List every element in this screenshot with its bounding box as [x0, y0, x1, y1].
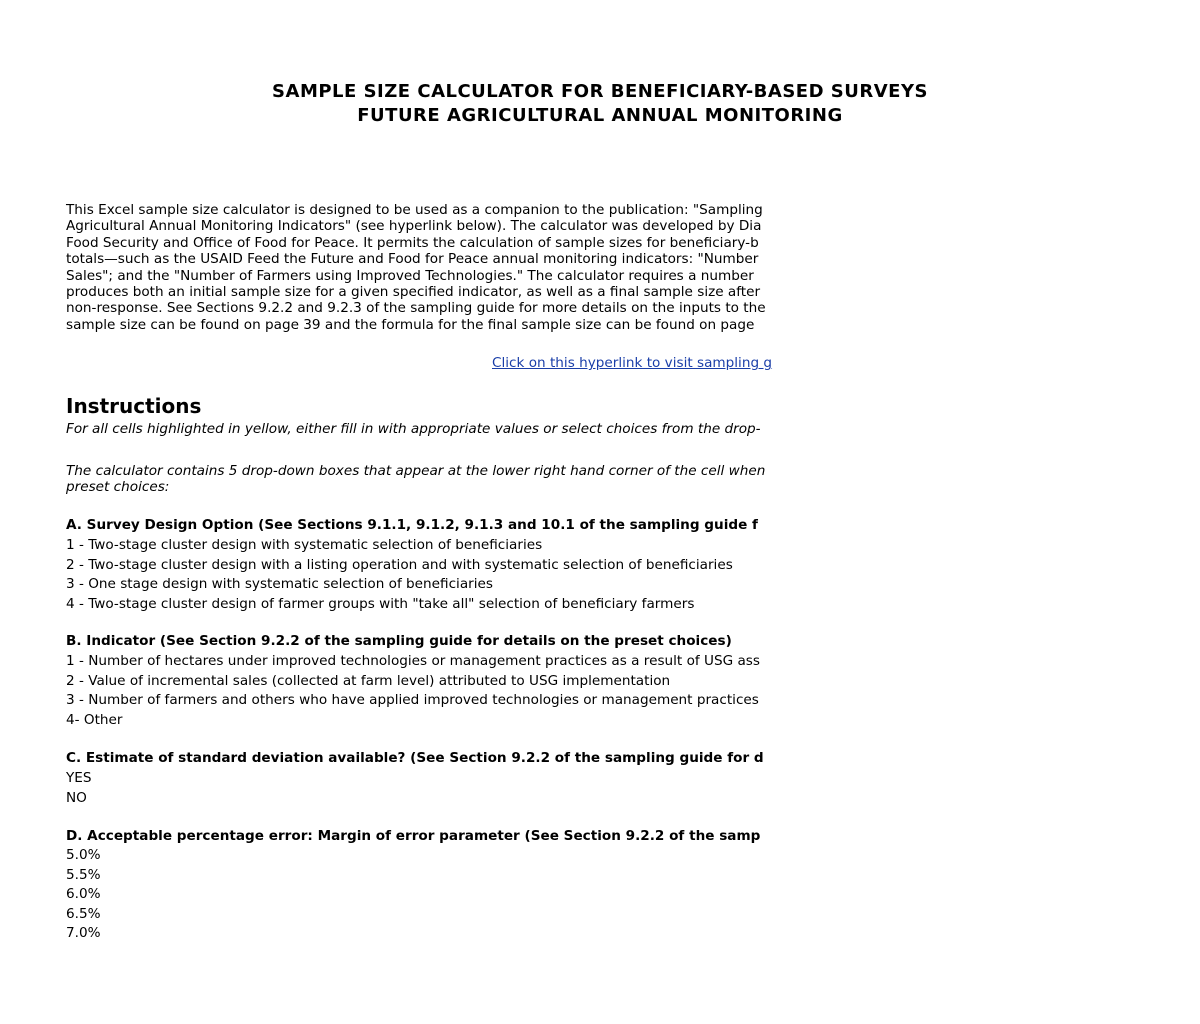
section-a-title: A. Survey Design Option (See Sections 9.1.1, 9.1.2, 9.1.3 and 10.1 of the sampling guide f — [66, 517, 758, 533]
instructions-heading: Instructions — [66, 394, 202, 418]
section-b-title: B. Indicator (See Section 9.2.2 of the sampling guide for details on the preset choices) — [66, 633, 732, 649]
list-item: 6.5% — [66, 905, 101, 922]
intro-line: totals—such as the USAID Feed the Future and Food for Peace annual monitoring indicators: "Number — [66, 251, 759, 268]
list-item: 6.0% — [66, 886, 101, 902]
section-c-options — [66, 769, 92, 808]
intro-line: sample size can be found on page 39 and the formula for the final sample size can be found on page — [66, 316, 755, 333]
list-item: 3 - One stage design with systematic selection of beneficiaries — [66, 576, 493, 592]
intro-paragraph — [66, 202, 826, 333]
intro-line: Sales"; and the "Number of Farmers using Improved Technologies." The calculator requires a number — [66, 267, 754, 284]
section-c-title: C. Estimate of standard deviation available? (See Section 9.2.2 of the sampling guide for d — [66, 750, 764, 766]
list-item: 4 - Two-stage cluster design of farmer groups with "take all" selection of beneficiary farmers — [66, 595, 695, 612]
sampling-guide-hyperlink[interactable]: Click on this hyperlink to visit sampling g — [492, 355, 773, 371]
list-item: 5.0% — [66, 847, 101, 863]
list-item: 1 - Two-stage cluster design with systematic selection of beneficiaries — [66, 537, 543, 553]
section-d-title: D. Acceptable percentage error: Margin of error parameter (See Section 9.2.2 of the samp — [66, 828, 761, 844]
list-item: NO — [66, 789, 87, 806]
list-item: 2 - Value of incremental sales (collected at farm level) attributed to USG implementation — [66, 672, 671, 689]
title-line-1: SAMPLE SIZE CALCULATOR FOR BENEFICIARY-BASED SURVEYS — [272, 81, 928, 102]
list-item: 2 - Two-stage cluster design with a listing operation and with systematic selection of beneficiaries — [66, 556, 733, 573]
list-item: 3 - Number of farmers and others who have applied improved technologies or management practices — [66, 692, 759, 708]
page-title — [0, 80, 1200, 128]
list-item: YES — [66, 770, 92, 786]
instructions-note-dropdowns: The calculator contains 5 drop-down boxes that appear at the lower right hand corner of the cell when preset choices: — [66, 463, 766, 496]
list-item: 1 - Number of hectares under improved technologies or management practices as a result of USG ass — [66, 653, 760, 669]
section-b-options — [66, 652, 760, 730]
list-item: 7.0% — [66, 925, 101, 941]
section-d-options — [66, 846, 101, 944]
intro-line: Food Security and Office of Food for Peace. It permits the calculation of sample sizes for beneficiary-b — [66, 234, 759, 251]
list-item: 5.5% — [66, 866, 101, 883]
section-a-options — [66, 536, 733, 614]
title-line-2: FUTURE AGRICULTURAL ANNUAL MONITORING — [357, 105, 843, 126]
intro-line: non-response. See Sections 9.2.2 and 9.2.3 of the sampling guide for more details on the inputs to the — [66, 300, 766, 317]
intro-line: This Excel sample size calculator is designed to be used as a companion to the publication: "Sampling — [66, 202, 763, 218]
intro-line: produces both an initial sample size for a given specified indicator, as well as a final sample size after — [66, 283, 761, 300]
list-item: 4- Other — [66, 711, 123, 728]
instructions-note-yellow-cells: For all cells highlighted in yellow, either fill in with appropriate values or select choices from the drop- — [66, 421, 761, 437]
intro-line: Agricultural Annual Monitoring Indicators" (see hyperlink below). The calculator was developed by Dia — [66, 218, 762, 235]
